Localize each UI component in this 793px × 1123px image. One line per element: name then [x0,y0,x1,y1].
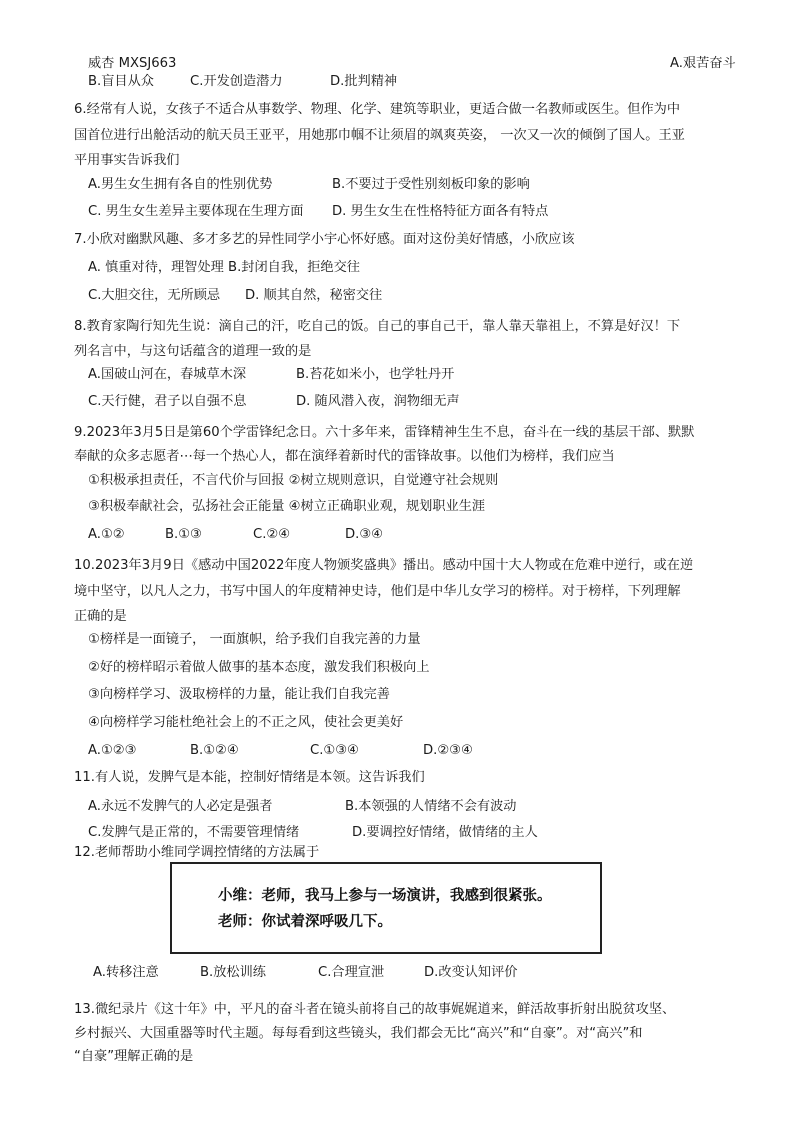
q8-option-d: D. 随风潜入夜，润物细无声 [296,394,460,409]
q9-option-c: C.②④ [253,527,291,542]
q6-option-d: D. 男生女生在性格特征方面各有特点 [332,204,549,219]
q11-option-d: D.要调控好情绪，做情绪的主人 [352,825,538,840]
q5-option-d: D.批判精神 [330,74,398,89]
q7-option-ab: A. 慎重对待，理智处理 B.封闭自我，拒绝交往 [88,260,360,275]
q9-statements-1-2: ①积极承担责任，不言代价与回报 ②树立规则意识，自觉遵守社会规则 [88,473,499,488]
q7-option-c: C.大胆交往，无所顾忌 [88,288,221,303]
q10-option-c: C.①③④ [310,743,359,758]
q12-option-a: A.转移注意 [93,965,159,980]
header-code: 威杏 MXSJ663 [88,56,177,71]
q9-statements-3-4: ③积极奉献社会，弘扬社会正能量 ④树立正确职业观，规划职业生涯 [88,499,486,514]
q8-option-a: A.国破山河在，春城草木深 [88,367,247,382]
q12-stem: 12.老师帮助小维同学调控情绪的方法属于 [74,845,320,860]
q11-option-a: A.永远不发脾气的人必定是强者 [88,799,273,814]
q10-stem-line1: 10.2023年3月9日《感动中国2022年度人物颁奖盛典》播出。感动中国十大人物或在危难中逆行，或在逆 [74,558,694,573]
q9-option-b: B.①③ [165,527,202,542]
q10-stem-line3: 正确的是 [74,609,127,624]
q9-option-a: A.①② [88,527,125,542]
q7-option-d: D. 顺其自然，秘密交往 [245,288,383,303]
q7-stem: 7.小欣对幽默风趣、多才多艺的异性同学小宇心怀好感。面对这份美好情感，小欣应该 [74,232,575,247]
q6-option-b: B.不要过于受性别刻板印象的影响 [332,177,530,192]
q6-option-a: A.男生女生拥有各自的性别优势 [88,177,273,192]
q9-option-d: D.③④ [345,527,383,542]
q13-stem-line3: “自豪”理解正确的是 [74,1049,194,1064]
q8-stem-line1: 8.教育家陶行知先生说：滴自己的汗，吃自己的饭。自己的事自己干，靠人靠天靠祖上，不算是好汉！下 [74,319,681,334]
q6-stem-line1: 6.经常有人说，女孩子不适合从事数学、物理、化学、建筑等职业，更适合做一名教师或医生。但作为中 [74,102,681,117]
q10-stem-line2: 境中坚守，以凡人之力，书写中国人的年度精神史诗，他们是中华儿女学习的榜样。对于榜样，下列理解 [74,584,681,599]
q13-stem-line2: 乡村振兴、大国重器等时代主题。每每看到这些镜头，我们都会无比“高兴”和“自豪”。对“高兴”和 [74,1026,643,1041]
q10-option-d: D.②③④ [423,743,473,758]
q10-option-a: A.①②③ [88,743,137,758]
q5-option-b: B.盲目从众 [88,74,154,89]
q10-statement-4: ④向榜样学习能杜绝社会上的不正之风，使社会更美好 [88,715,404,730]
q11-option-c: C.发脾气是正常的，不需要管理情绪 [88,825,300,840]
q12-option-d: D.改变认知评价 [424,965,518,980]
q6-stem-line3: 平用事实告诉我们 [74,153,180,168]
q6-stem-line2: 国首位进行出舱活动的航天员王亚平，用她那巾帼不让须眉的飒爽英姿， 一次又一次的倾倒了国人。王亚 [74,128,685,143]
q9-stem-line2: 奉献的众多志愿者⋯每一个热心人，都在演绎着新时代的雷锋故事。以他们为榜样，我们应当 [74,449,615,464]
q11-stem: 11.有人说，发脾气是本能，控制好情绪是本领。这告诉我们 [74,770,425,785]
header-option-a: A.艰苦奋斗 [670,56,736,71]
q8-stem-line2: 列名言中，与这句话蕴含的道理一致的是 [74,344,312,359]
q5-option-c: C.开发创造潜力 [190,74,283,89]
q10-statement-3: ③向榜样学习、汲取榜样的力量，能让我们自我完善 [88,687,390,702]
q6-option-c: C. 男生女生差异主要体现在生理方面 [88,204,304,219]
q10-statement-1: ①榜样是一面镜子， 一面旗帜，给予我们自我完善的力量 [88,632,421,647]
q8-option-b: B.苔花如米小，也学牡丹开 [296,367,455,382]
q12-dialog-box [170,862,602,954]
q12-dialog-line2: 老师：你试着深呼吸几下。 [218,914,392,930]
q12-option-c: C.合理宣泄 [318,965,385,980]
q12-dialog-line1: 小维：老师，我马上参与一场演讲，我感到很紧张。 [218,888,552,904]
q10-statement-2: ②好的榜样昭示着做人做事的基本态度，激发我们积极向上 [88,660,430,675]
q13-stem-line1: 13.微纪录片《这十年》中，平凡的奋斗者在镜头前将自己的故事娓娓道来，鲜活故事折射出脱贫攻坚、 [74,1002,676,1017]
q12-option-b: B.放松训练 [200,965,266,980]
q8-option-c: C.天行健，君子以自强不息 [88,394,247,409]
q11-option-b: B.本领强的人情绪不会有波动 [345,799,517,814]
q10-option-b: B.①②④ [190,743,239,758]
q9-stem-line1: 9.2023年3月5日是第60个学雷锋纪念日。六十多年来，雷锋精神生生不息，奋斗在一线的基层干部、默默 [74,425,695,440]
